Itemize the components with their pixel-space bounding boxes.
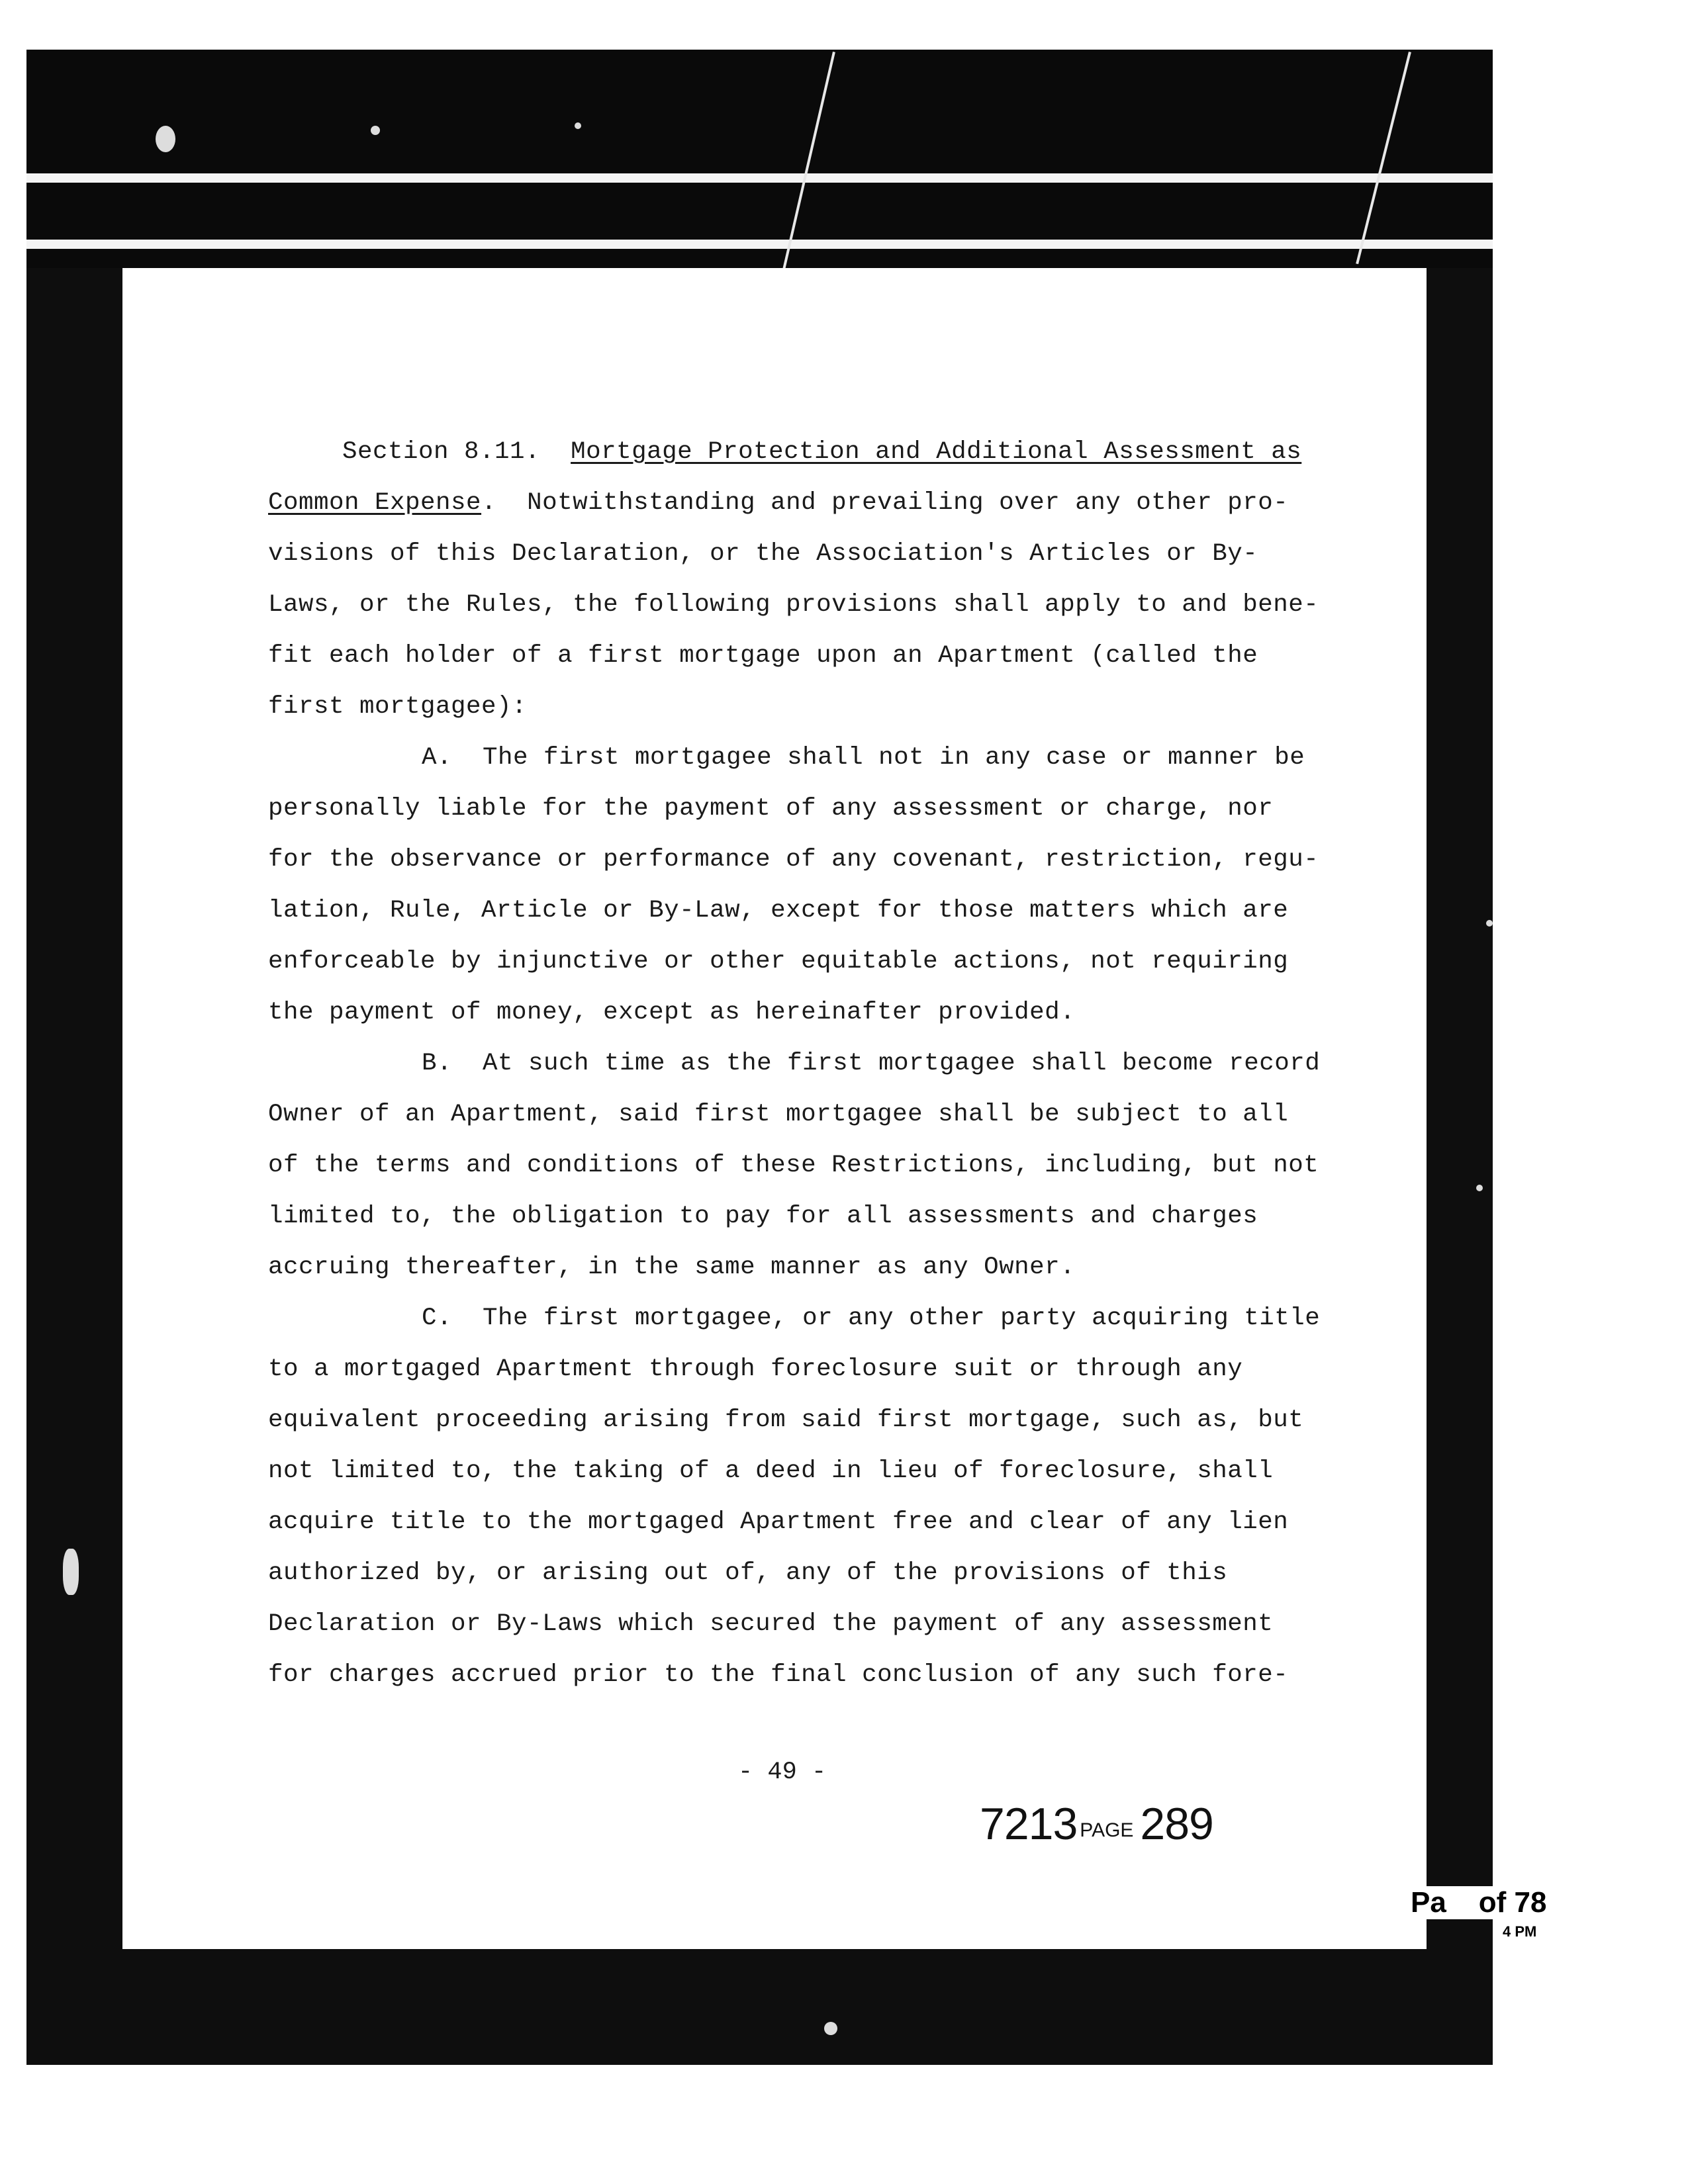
- book-stamp-label: PAGE: [1080, 1819, 1134, 1841]
- text-line: for the observance or performance of any covenant, restriction, regu-: [268, 846, 1319, 874]
- scan-speck: [824, 2022, 837, 2035]
- text-line: for charges accrued prior to the final conclusion of any such fore-: [268, 1661, 1289, 1689]
- text-line: not limited to, the taking of a deed in lieu of foreclosure, shall: [268, 1457, 1274, 1485]
- section-heading: Section 8.11.: [342, 438, 571, 466]
- document-page: [122, 268, 1427, 1949]
- text-line: first mortgagee):: [268, 693, 528, 721]
- text-fragment: . Notwithstanding and prevailing over any other pro-: [481, 489, 1289, 517]
- scan-speck: [575, 122, 581, 129]
- text-line: B. At such time as the first mortgagee shall become record: [422, 1050, 1321, 1077]
- text-line: equivalent proceeding arising from said first mortgage, such as, but: [268, 1406, 1304, 1434]
- text-line: Owner of an Apartment, said first mortgagee shall be subject to all: [268, 1101, 1289, 1128]
- text-line: Declaration or By-Laws which secured the payment of any assessment: [268, 1610, 1274, 1638]
- scan-speck: [156, 126, 175, 152]
- text-line: enforceable by injunctive or other equitable actions, not requiring: [268, 948, 1289, 976]
- page-count-overlay: Pa of 78: [1405, 1886, 1552, 1919]
- text-line: visions of this Declaration, or the Association's Articles or By-: [268, 540, 1258, 568]
- scan-speck: [63, 1549, 79, 1595]
- text-line: [268, 427, 1473, 478]
- text-line: the payment of money, except as hereinafter provided.: [268, 999, 1076, 1026]
- text-line: accruing thereafter, in the same manner as any Owner.: [268, 1253, 1076, 1281]
- document-body: [268, 427, 1473, 1701]
- text-line: Laws, or the Rules, the following provisions shall apply to and bene-: [268, 591, 1319, 619]
- page-number: - 49 -: [738, 1758, 827, 1786]
- section-title: Mortgage Protection and Additional Assessment as: [571, 438, 1302, 466]
- text-line: C. The first mortgagee, or any other party acquiring title: [422, 1304, 1321, 1332]
- text-line: of the terms and conditions of these Restrictions, including, but not: [268, 1152, 1319, 1179]
- scan-speck: [1476, 1185, 1483, 1191]
- text-line: authorized by, or arising out of, any of the provisions of this: [268, 1559, 1228, 1587]
- section-title-continued: Common Expense: [268, 489, 482, 517]
- scan-stripe: [26, 173, 1493, 183]
- text-line: limited to, the obligation to pay for all assessments and charges: [268, 1203, 1258, 1230]
- book-page-stamp: [980, 1798, 1213, 1850]
- text-line: A. The first mortgagee shall not in any case or manner be: [422, 744, 1305, 772]
- book-page-number: 289: [1140, 1799, 1213, 1849]
- scan-top-band: [26, 50, 1493, 268]
- text-line: to a mortgaged Apartment through foreclosure suit or through any: [268, 1355, 1243, 1383]
- text-line: lation, Rule, Article or By-Law, except for those matters which are: [268, 897, 1289, 925]
- scan-speck: [1486, 920, 1493, 927]
- text-line: fit each holder of a first mortgage upon an Apartment (called the: [268, 642, 1258, 670]
- scan-stripe: [26, 240, 1493, 249]
- text-line: personally liable for the payment of any assessment or charge, nor: [268, 795, 1274, 823]
- scan-speck: [371, 126, 380, 135]
- text-line: [268, 478, 1473, 529]
- text-line: acquire title to the mortgaged Apartment free and clear of any lien: [268, 1508, 1289, 1536]
- time-stamp-fragment: 4 PM: [1503, 1923, 1537, 1940]
- book-number: 7213: [980, 1799, 1078, 1849]
